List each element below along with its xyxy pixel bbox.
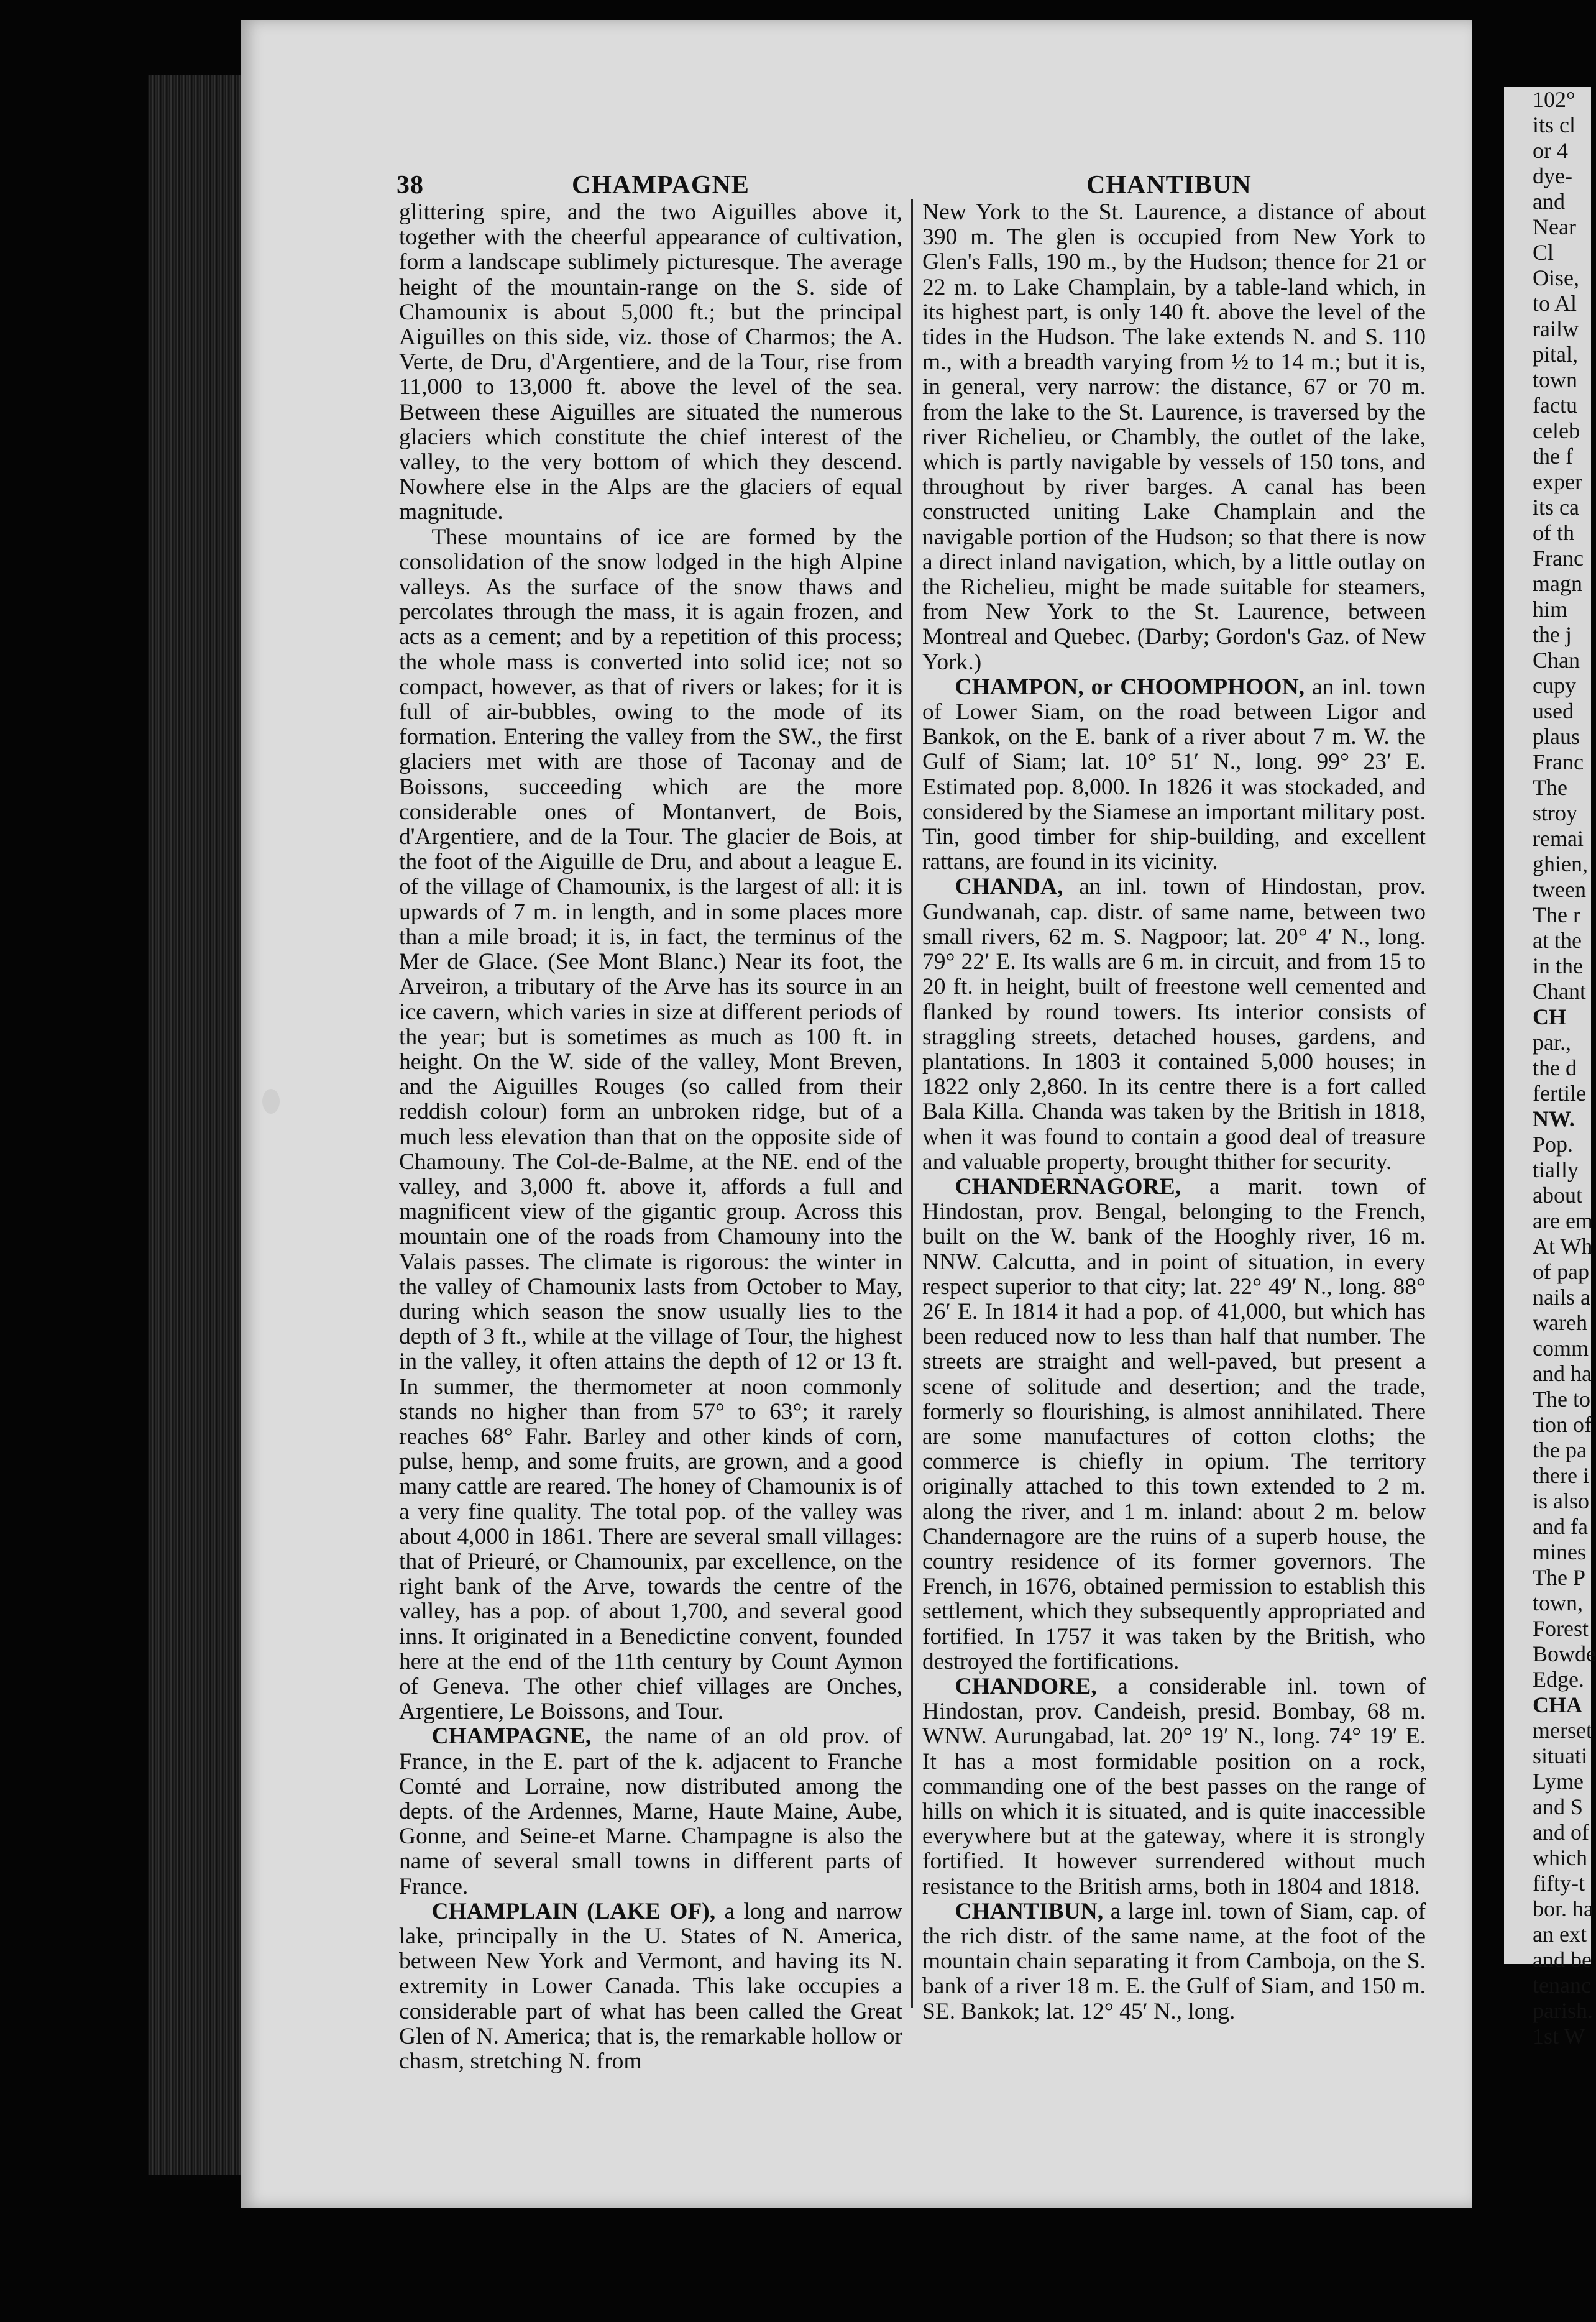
fragment-line: him	[1533, 597, 1568, 622]
fragment-line: The r	[1533, 902, 1580, 927]
fragment-line: The	[1533, 775, 1567, 800]
paragraph	[399, 200, 902, 525]
fragment-line: parish.	[1533, 1998, 1593, 2023]
fragment-line: dye-	[1533, 163, 1572, 188]
fragment-line: and fa	[1533, 1514, 1588, 1539]
fragment-line: pital,	[1533, 342, 1578, 367]
entry-text: an inl. town of Hindostan, prov. Gundwanah, cap. distr. of same name, between two small rivers, 62 m. S. Nagpoor; lat. 20° 4′ N., long. 79° 22′ E. Its walls are 6 m. in circuit, and from 15 to 20 ft. in height, built of freestone well cemented and flanked by round towers. Its interior consists of straggling streets, detached houses, gardens, and plantations. In 1803 it contained 5,000 houses; in 1822 only 2,860. In its centre there is a fort called Bala Killa. Chanda was taken by the British in 1818, when it was found to contain a good deal of treasure and valuable property, brought thither for security.	[922, 874, 1426, 1175]
entry-text: the name of an old prov. of France, in the E. part of the k. adjacent to Franche Comté and Lorraine, now distributed among the depts. of the Ardennes, Marne, Haute Maine, Aube, Gonne, and Seine-et Marne. Champagne is also the name of several small towns in different parts of France.	[399, 1723, 902, 1899]
fragment-line: the d	[1533, 1055, 1577, 1080]
fragment-line: wareh	[1533, 1310, 1587, 1335]
fragment-line: Bowde	[1533, 1641, 1596, 1666]
fragment-line: Oise,	[1533, 265, 1579, 290]
fragment-line: CHA	[1533, 1692, 1582, 1717]
entry-headword: CHANDERNAGORE,	[955, 1173, 1181, 1200]
fragment-line: 1st W	[1533, 2024, 1585, 2049]
fragment-line: and be	[1533, 1947, 1592, 1972]
fragment-line: factu	[1533, 393, 1577, 418]
page-number: 38	[397, 171, 424, 200]
book-page-edges	[148, 75, 241, 2175]
fragment-line: at the	[1533, 928, 1582, 953]
fragment-line: tially	[1533, 1157, 1579, 1182]
fragment-line: the f	[1533, 444, 1573, 469]
fragment-line: town,	[1533, 1590, 1583, 1615]
left-column	[399, 200, 902, 2074]
column-divider	[911, 199, 913, 2008]
fragment-line: tion of	[1533, 1412, 1592, 1437]
fragment-line: The P	[1533, 1565, 1585, 1590]
running-head-right: CHANTIBUN	[1086, 171, 1252, 200]
fragment-line: Lyme	[1533, 1769, 1584, 1794]
fragment-line: tween	[1533, 877, 1586, 902]
fragment-line: exper	[1533, 469, 1582, 494]
fragment-line: the j	[1533, 622, 1572, 647]
entry-headword: CHANDA,	[955, 874, 1063, 900]
fragment-line: The to	[1533, 1387, 1590, 1411]
fragment-line: Forest	[1533, 1616, 1589, 1641]
gazetteer-entry	[922, 874, 1426, 1174]
fragment-line: and	[1533, 189, 1565, 214]
fragment-line: ghien,	[1533, 851, 1588, 876]
fragment-line: remai	[1533, 826, 1584, 851]
fragment-line: in the	[1533, 953, 1583, 978]
entry-text: a large inl. town of Siam, cap. of the rich distr. of the same name, at the foot of the mountain chain separating it from Camboja, on the S. bank of a river 18 m. E. the Gulf of Siam, and 150 m. SE. Bankok; lat. 12° 45′ N., long.	[922, 1898, 1426, 2024]
fragment-line: tenanc	[1533, 1973, 1591, 1998]
gazetteer-entry	[399, 1724, 902, 1899]
fragment-line: plaus	[1533, 724, 1580, 749]
fragment-line: to Al	[1533, 291, 1577, 316]
gazetteer-entry	[922, 1175, 1426, 1674]
fragment-line: the pa	[1533, 1438, 1587, 1462]
fragment-line: which	[1533, 1845, 1587, 1870]
running-head-left: CHAMPAGNE	[572, 171, 750, 200]
fragment-line: Cl	[1533, 240, 1554, 265]
entry-text: a long and narrow lake, principally in the U. States of N. America, between New York and Vermont, and having its N. extremity in Lower Canada. This lake occupies a considerable part of what has been called the Great Glen of N. America; that is, the remarkable hollow or chasm, stretching N. from	[399, 1898, 903, 2075]
gazetteer-entry	[922, 1899, 1426, 2024]
fragment-line: situati	[1533, 1743, 1587, 1768]
entry-text: a marit. town of Hindostan, prov. Bengal, belonging to the French, built on the W. bank of the Hooghly river, 16 m. NNW. Calcutta, and in point of situation, in every respect superior to that city; lat. 22° 49′ N., long. 88° 26′ E. In 1814 it had a pop. of 41,000, but which has been reduced now to less than half that number. The streets are straight and well-paved, but present a scene of solitude and desertion; and the trade, formerly so flourishing, is almost annihilated. There are some manufactures of cotton cloths; the commerce is chiefly in opium. The territory originally attached to this town extended to 2 m. along the river, and 1 m. inland: about 2 m. below Chandernagore are the ruins of a superb house, the country residence of its former governors. The French, in 1676, obtained permission to establish this settlement, which they subsequently appropriated and fortified. In 1757 it was taken by the British, who destroyed the fortifications.	[922, 1173, 1426, 1674]
fragment-line: NW.	[1533, 1106, 1575, 1131]
fragment-line: At Wh	[1533, 1234, 1593, 1259]
entry-headword: CHAMPAGNE,	[431, 1723, 592, 1750]
right-column	[922, 200, 1426, 2024]
fragment-line: fifty-t	[1533, 1871, 1585, 1896]
fragment-line: and S	[1533, 1794, 1583, 1819]
fragment-line: CH	[1533, 1004, 1566, 1029]
fragment-line: nails a	[1533, 1285, 1590, 1310]
paragraph-text: glittering spire, and the two Aiguilles above it, together with the cheerful appearance of cultivation, form a landscape sublimely picturesque. The average height of the mountain-range on the S. side of Chamounix is about 5,000 ft.; but the principal Aiguilles on this side, viz. those of Charmos; the A. Verte, de Dru, d'Argentiere, and de la Tour, rise from 11,000 to 13,000 ft. above the level of the sea. Between these Aiguilles are situated the numerous glaciers which constitute the chief interest of the valley, to the very bottom of which they descend. Nowhere else in the Alps are the glaciers of equal magnitude.	[399, 200, 902, 525]
page-hole	[262, 1089, 280, 1114]
fragment-line: Franc	[1533, 750, 1584, 774]
paragraph-text: These mountains of ice are formed by the consolidation of the snow lodged in the high Alpine valleys. As the surface of the snow thaws and percolates through the mass, it is again frozen, and acts as a cement; and by a repetition of this process; the whole mass is converted into solid ice; not so compact, however, as that of rivers or lakes; for it is full of air-bubbles, owing to the mode of its formation. Entering the valley from the SW., the first glaciers met with are those of Taconay and de Boissons, succeeding which are the more considerable ones of Montanvert, de Bois, d'Argentiere, and de la Tour. The glacier de Bois, at the foot of the Aiguille de Dru, and about a league E. of the village of Chamounix, is the largest of all: it is upwards of 7 m. in length, and in some places more than a mile broad; it is, in fact, the terminus of the Mer de Glace. (See Mont Blanc.) Near its foot, the Arveiron, a tributary of the Arve has its source in an ice cavern, which varies in size at different periods of the year; but is sometimes as much as 100 ft. in height. On the W. side of the valley, Mont Breven, and the Aiguilles Rouges (so called from their reddish colour) form an unbroken ridge, but of a much less elevation than that on the opposite side of Chamouny. The Col-de-Balme, at the NE. end of the valley, and 3,000 ft. above it, affords a full and magnificent view of the gigantic group. Across this mountain one of the roads from Chamouny into the Valais passes. The climate is rigorous: the winter in the valley of Chamounix lasts from October to May, during which season the snow usually lies to the depth of 3 ft., while at the village of Tour, the highest in the valley, it often attains the depth of 12 or 13 ft. In summer, the thermometer at noon commonly stands no higher than from 57° to 63°; it rarely reaches 68° Fahr. Barley and other kinds of corn, pulse, hemp, and some fruits, are grown, and a good many cattle are reared. The honey of Chamounix is of a very fine quality. The total pop. of the valley was about 4,000 in 1861. There are several small villages: that of Prieuré, or Chamounix, par excellence, on the right bank of the Arve, towards the centre of the valley, has a pop. of about 1,700, and several good inns. It originated in a Benedictine convent, founded here at the end of the 11th century by Count Aymon of Geneva. The other chief villages are Onches, Argentiere, Le Boissons, and Tour.	[399, 524, 902, 1725]
fragment-line: its cl	[1533, 112, 1575, 137]
fragment-line: is also	[1533, 1489, 1590, 1513]
entry-headword: CHAMPON, or CHOOMPHOON,	[955, 674, 1305, 700]
gazetteer-entry	[922, 1674, 1426, 1899]
fragment-line: and ha	[1533, 1361, 1592, 1386]
entry-text: an inl. town of Lower Siam, on the road between Ligor and Bankok, on the E. bank of a river about 7 m. W. the Gulf of Siam; lat. 10° 51′ N., long. 99° 23′ E. Estimated pop. 8,000. In 1826 it was stockaded, and considered by the Siamese an important military post. Tin, good timber for ship-building, and excellent rattans, are found in its vicinity.	[922, 674, 1426, 875]
fragment-line: merset	[1533, 1718, 1592, 1743]
fragment-line: Edge.	[1533, 1667, 1584, 1692]
fragment-line: stroy	[1533, 801, 1577, 825]
fragment-line: railw	[1533, 316, 1579, 341]
paragraph	[922, 200, 1426, 675]
adjacent-page-fragment	[1504, 87, 1596, 2049]
fragment-line: town	[1533, 367, 1577, 392]
paragraph-text: New York to the St. Laurence, a distance of about 390 m. The glen is occupied from New York to Glen's Falls, 190 m., by the Hudson; thence for 21 or 22 m. to Lake Champlain, by a table-land which, in its highest part, is only 140 ft. above the level of the tides in the Hudson. The lake extends N. and S. 110 m., with a breadth varying from ½ to 14 m.; but it is, in general, very narrow: the distance, 67 or 70 m. from the lake to the St. Laurence, is traversed by the river Richelieu, or Chambly, the outlet of the lake, which is partly navigable by vessels of 150 tons, and throughout by river barges. A canal has been constructed uniting Lake Champlain and the navigable portion of the Hudson; so that there is now a direct inland navigation, which, by a little outlay on the Richelieu, might be made suitable for steamers, from New York to the St. Laurence, between Montreal and Quebec. (Darby; Gordon's Gaz. of New York.)	[922, 200, 1426, 675]
fragment-line: celeb	[1533, 418, 1580, 443]
fragment-line: comm	[1533, 1336, 1589, 1361]
entry-headword: CHANTIBUN,	[955, 1898, 1104, 1924]
fragment-line: Chan	[1533, 648, 1580, 672]
fragment-line: its ca	[1533, 495, 1579, 520]
fragment-line: or 4	[1533, 138, 1568, 163]
fragment-line: used	[1533, 699, 1574, 723]
fragment-line: Pop.	[1533, 1132, 1574, 1157]
fragment-line: mines	[1533, 1540, 1586, 1564]
fragment-line: of th	[1533, 520, 1574, 545]
fragment-line: par.,	[1533, 1030, 1571, 1055]
fragment-line: magn	[1533, 571, 1582, 596]
fragment-line: bor. ha	[1533, 1896, 1594, 1921]
fragment-line: of pap	[1533, 1259, 1589, 1284]
gazetteer-entry	[922, 675, 1426, 875]
fragment-line: fertile	[1533, 1081, 1586, 1106]
fragment-line: are em	[1533, 1208, 1593, 1233]
entry-text: a considerable inl. town of Hindostan, prov. Candeish, presid. Bombay, 68 m. WNW. Aurungabad, lat. 20° 19′ N., long. 74° 19′ E. It has a most formidable position on a rock, commanding one of the best passes on the range of hills on which it is situated, and is quite inaccessible everywhere but at the gateway, where it is strongly fortified. It however surrendered without much resistance to the British arms, both in 1804 and 1818.	[922, 1673, 1426, 1899]
fragment-line: an ext	[1533, 1922, 1587, 1947]
entry-headword: CHANDORE,	[955, 1673, 1097, 1699]
fragment-line: there i	[1533, 1463, 1589, 1488]
fragment-line: Chant	[1533, 979, 1586, 1004]
fragment-line: Franc	[1533, 546, 1584, 571]
entry-headword: CHAMPLAIN (LAKE OF),	[431, 1898, 716, 1924]
fragment-line: about	[1533, 1183, 1582, 1208]
fragment-line: cupy	[1533, 673, 1576, 698]
gazetteer-entry	[399, 1899, 902, 2074]
paragraph	[399, 525, 902, 1725]
fragment-line: 102°	[1533, 87, 1575, 112]
fragment-line: Near	[1533, 214, 1576, 239]
fragment-line: and of	[1533, 1820, 1589, 1845]
